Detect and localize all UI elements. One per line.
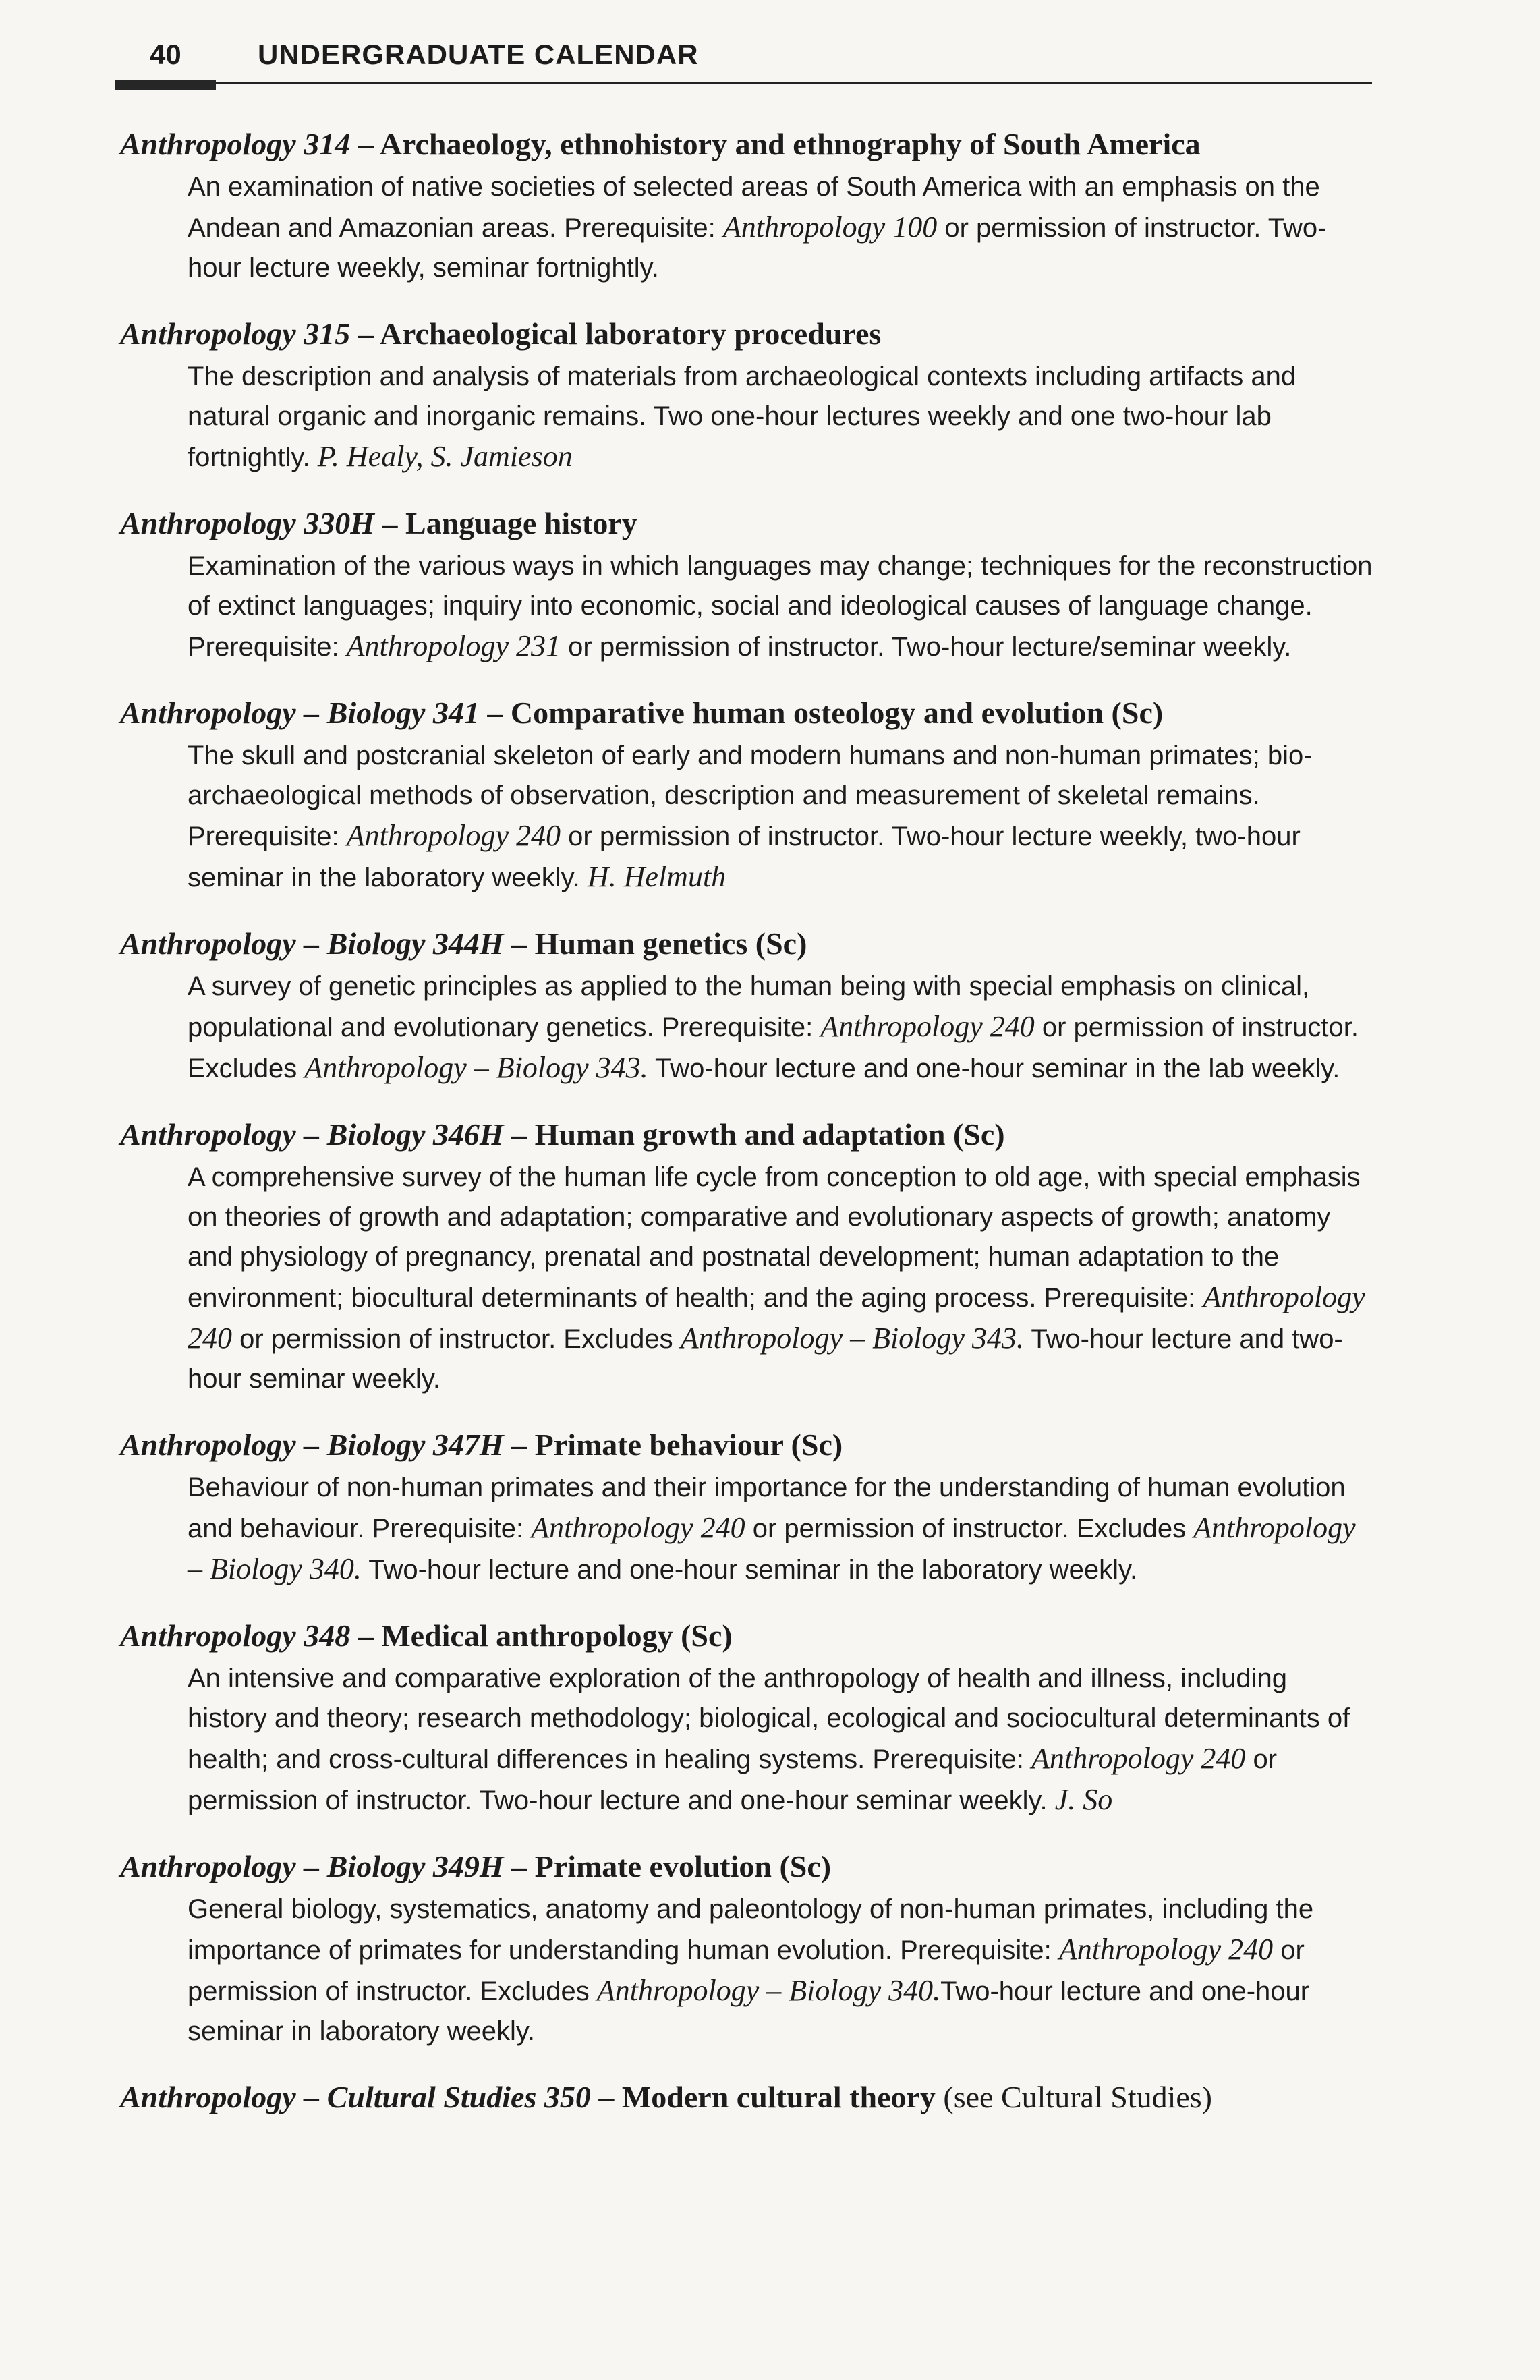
description-text: A comprehensive survey of the human life cycle from conception to old age, with special emphasis on theories of growth and adaptation; comparative and evolutionary aspects of growth; anatomy and physiology of pregnancy, prenatal and postnatal development; human adaptation to the environment; biocultural determinants of health; and the aging process. Prerequisite: xyxy=(188,1162,1361,1313)
course-heading xyxy=(120,123,1375,166)
description-text: or permission of instructor. Two-hour lecture/seminar weekly. xyxy=(561,632,1292,662)
course-code: Anthropology – Biology 347H xyxy=(120,1427,504,1462)
cross-reference: (see Cultural Studies) xyxy=(935,2080,1212,2114)
heading-separator: – xyxy=(350,127,380,161)
description-italic: Anthropology 240 xyxy=(1058,1933,1274,1966)
course-title: Modern cultural theory xyxy=(621,2080,936,2114)
description-text: Two-hour lecture and one-hour seminar in the lab weekly. xyxy=(648,1054,1340,1083)
heading-separator: – xyxy=(590,2080,622,2114)
description-text: The description and analysis of materials from archaeological contexts including artifacts and natural organic and inorganic remains. Two one-hour lectures weekly and one two-hour lab fortnightly. xyxy=(188,362,1296,472)
course-heading xyxy=(120,1113,1375,1156)
course-title: Archaeology, ethnohistory and ethnography of South America xyxy=(379,127,1201,161)
description-text: General biology, systematics, anatomy and paleontology of non-human primates, including the importance of primates for understanding human evolution. Prerequisite: xyxy=(188,1894,1314,1965)
course-entry xyxy=(120,691,1375,898)
course-heading xyxy=(120,2076,1375,2119)
course-title: Archaeological laboratory procedures xyxy=(379,316,882,351)
description-italic: Anthropology 100 xyxy=(722,210,938,244)
description-text: A survey of genetic principles as applied to the human being with special emphasis on clinical, populational and evolutionary genetics. Prerequisite: xyxy=(188,971,1310,1042)
description-text: or permission of instructor. Two-hour lecture weekly, two-hour seminar in the laboratory weekly. xyxy=(188,822,1301,893)
page-header xyxy=(150,38,1371,72)
course-title: Comparative human osteology and evolution (Sc) xyxy=(510,696,1164,730)
description-text: or permission of instructor. Excludes xyxy=(232,1324,681,1354)
course-list xyxy=(120,123,1375,2143)
course-description xyxy=(188,357,1373,478)
course-code: Anthropology – Biology 349H xyxy=(120,1849,504,1883)
description-text: An examination of native societies of selected areas of South America with an emphasis on the Andean and Amazonian areas. Prerequisite: xyxy=(188,172,1320,243)
course-title: Human growth and adaptation (Sc) xyxy=(534,1117,1005,1152)
heading-separator: – xyxy=(374,506,406,540)
course-description xyxy=(188,967,1373,1089)
course-heading xyxy=(120,502,1375,545)
course-title: Primate behaviour (Sc) xyxy=(534,1427,843,1462)
course-title: Language history xyxy=(405,506,637,540)
description-text: or permission of instructor. Excludes xyxy=(188,1013,1359,1083)
course-entry xyxy=(120,1614,1375,1821)
header-rule-block xyxy=(115,80,216,90)
heading-separator: – xyxy=(503,1427,535,1462)
description-text: Examination of the various ways in which languages may change; techniques for the reconstruction of extinct languages; inquiry into economic, social and ideological causes of language change. Prerequisite: xyxy=(188,551,1373,662)
description-italic: Anthropology 240 xyxy=(1031,1742,1246,1775)
course-code: Anthropology – Cultural Studies 350 xyxy=(120,2080,591,2114)
page-number: 40 xyxy=(150,38,181,70)
description-italic: Anthropology 240 xyxy=(346,819,561,852)
description-italic: Anthropology – Biology 343. xyxy=(680,1322,1024,1355)
course-code: Anthropology – Biology 346H xyxy=(120,1117,504,1152)
course-description xyxy=(188,736,1373,898)
heading-separator: – xyxy=(503,1117,535,1152)
course-entry xyxy=(120,312,1375,478)
course-description xyxy=(188,1158,1373,1399)
description-text: Behaviour of non-human primates and their importance for the understanding of human evolution and behaviour. Prerequisite: xyxy=(188,1473,1346,1543)
course-heading xyxy=(120,922,1375,965)
heading-separator: – xyxy=(503,1849,535,1883)
description-italic: Anthropology – Biology 340. xyxy=(188,1511,1356,1585)
description-text: or permission of instructor. Two-hour lecture and one-hour seminar weekly. xyxy=(188,1745,1278,1815)
description-text: or permission of instructor. Excludes xyxy=(745,1514,1194,1543)
description-italic: Anthropology – Biology 340. xyxy=(596,1974,941,2007)
description-text: Two-hour lecture and one-hour seminar in laboratory weekly. xyxy=(188,1977,1310,2046)
course-entry xyxy=(120,502,1375,667)
course-description xyxy=(188,1659,1373,1821)
description-text: Two-hour lecture and two-hour seminar weekly. xyxy=(188,1324,1343,1394)
course-description xyxy=(188,1890,1373,2051)
description-text: Two-hour lecture and one-hour seminar in the laboratory weekly. xyxy=(361,1555,1138,1585)
course-code: Anthropology 330H xyxy=(120,506,375,540)
header-rule xyxy=(115,82,1372,84)
course-entry xyxy=(120,922,1375,1089)
description-italic: H. Helmuth xyxy=(587,860,726,893)
description-italic: Anthropology – Biology 343. xyxy=(304,1051,648,1084)
course-description xyxy=(188,167,1373,288)
description-italic: Anthropology 240 xyxy=(531,1511,745,1544)
course-entry xyxy=(120,2076,1375,2119)
running-head: UNDERGRADUATE CALENDAR xyxy=(258,38,699,70)
description-italic: J. So xyxy=(1054,1783,1113,1816)
course-entry xyxy=(120,123,1375,288)
course-entry xyxy=(120,1845,1375,2051)
course-code: Anthropology 314 xyxy=(120,127,351,161)
course-description xyxy=(188,1468,1373,1590)
course-code: Anthropology 348 xyxy=(120,1618,351,1653)
course-heading xyxy=(120,1423,1375,1467)
heading-separator: – xyxy=(350,316,380,351)
heading-separator: – xyxy=(479,696,511,730)
heading-separator: – xyxy=(350,1618,382,1653)
course-description xyxy=(188,546,1373,667)
description-italic: Anthropology 240 xyxy=(188,1280,1365,1355)
description-italic: P. Healy, S. Jamieson xyxy=(317,440,573,473)
course-title: Medical anthropology (Sc) xyxy=(381,1618,733,1653)
course-heading xyxy=(120,312,1375,356)
course-title: Human genetics (Sc) xyxy=(534,926,807,961)
course-entry xyxy=(120,1423,1375,1590)
course-code: Anthropology – Biology 344H xyxy=(120,926,504,961)
description-text: The skull and postcranial skeleton of early and modern humans and non-human primates; bio-archaeological methods of observation, description and measurement of skeletal remains. Prerequisite: xyxy=(188,741,1313,851)
course-code: Anthropology – Biology 341 xyxy=(120,696,480,730)
course-heading xyxy=(120,691,1375,735)
course-heading xyxy=(120,1614,1375,1658)
description-italic: Anthropology 240 xyxy=(820,1010,1035,1043)
heading-separator: – xyxy=(503,926,535,961)
course-title: Primate evolution (Sc) xyxy=(534,1849,832,1883)
course-heading xyxy=(120,1845,1375,1888)
description-text: or permission of instructor. Excludes xyxy=(188,1935,1305,2006)
description-italic: Anthropology 231 xyxy=(346,629,561,662)
course-code: Anthropology 315 xyxy=(120,316,351,351)
description-text: An intensive and comparative exploration of the anthropology of health and illness, including history and theory; research methodology; biological, ecological and sociocultural determinants of health; and cross-cultural differences in healing systems. Prerequisite: xyxy=(188,1664,1350,1774)
course-entry xyxy=(120,1113,1375,1399)
description-text: or permission of instructor. Two-hour lecture weekly, seminar fortnightly. xyxy=(188,213,1327,283)
